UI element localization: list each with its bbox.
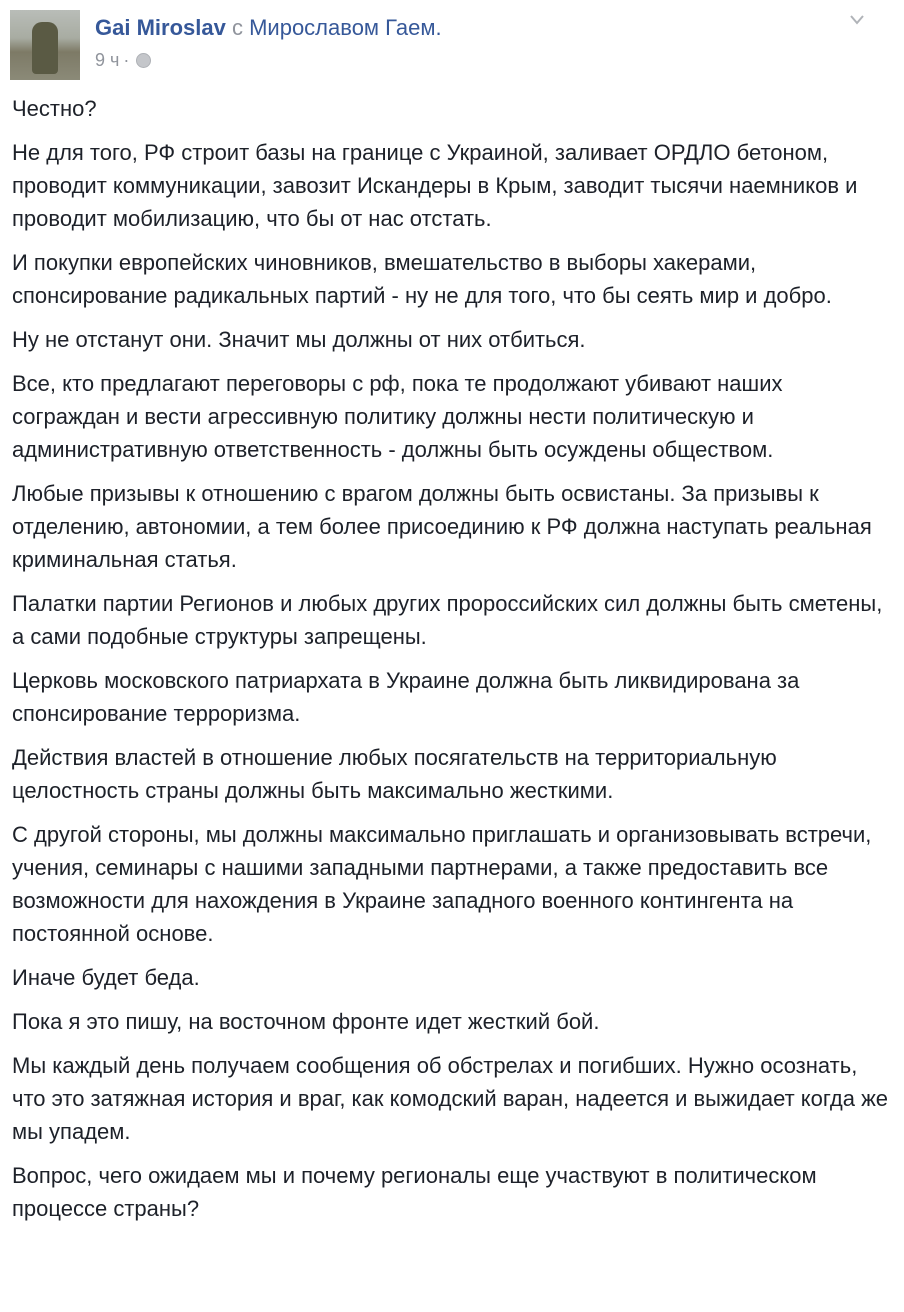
paragraph: Действия властей в отношение любых посягательств на территориальную целостность страны должны быть максимально жесткими.: [12, 745, 777, 803]
paragraph: Церковь московского патриархата в Украине должна быть ликвидирована за спонсирование терроризма.: [12, 668, 800, 726]
post-body: [0, 92, 904, 1225]
paragraph: Пока я это пишу, на восточном фронте идет жесткий бой.: [12, 1009, 600, 1034]
paragraph: И покупки европейских чиновников, вмешательство в выборы хакерами, спонсирование радикальных партий - ну не для того, что бы сеять мир и добро.: [12, 250, 832, 308]
timestamp[interactable]: 9 ч: [95, 50, 120, 70]
avatar[interactable]: [10, 10, 80, 80]
post-header: [0, 0, 904, 92]
paragraph: Не для того, РФ строит базы на границе с Украиной, заливает ОРДЛО бетоном, проводит коммуникации, завозит Искандеры в Крым, заводит тысячи наемников и проводит мобилизацию, что бы от нас отстать.: [12, 140, 858, 231]
chevron-down-icon[interactable]: [850, 12, 864, 26]
avatar-figure: [32, 22, 58, 74]
paragraph: Палатки партии Регионов и любых других пророссийских сил должны быть сметены, а сами подобные структуры запрещены.: [12, 591, 883, 649]
with-text: с: [231, 15, 243, 40]
paragraph: Мы каждый день получаем сообщения об обстрелах и погибших. Нужно осознать, что это затяжная история и враг, как комодский варан, надеется и выжидает когда же мы упадем.: [12, 1053, 889, 1144]
author-link[interactable]: Gai Miroslav: [95, 15, 226, 40]
paragraph: Иначе будет беда.: [12, 965, 200, 990]
tagged-user-link[interactable]: Мирославом Гаем.: [249, 15, 442, 40]
paragraph: Все, кто предлагают переговоры с рф, пока те продолжают убивают наших сограждан и вести агрессивную политику должны нести политическую и административную ответственность - должны быть осуждены обществом.: [12, 371, 783, 462]
paragraph: С другой стороны, мы должны максимально приглашать и организовывать встречи, учения, семинары с нашими западными партнерами, а также предоставить все возможности для нахождения в Украине западного военного контингента на постоянной основе.: [12, 822, 872, 946]
paragraph: Любые призывы к отношению с врагом должны быть освистаны. За призывы к отделению, автономии, а тем более присоединию к РФ должна наступать реальная криминальная статья.: [12, 481, 872, 572]
post-title: [95, 15, 442, 41]
paragraph: Честно?: [12, 96, 97, 121]
post-meta: [95, 50, 151, 71]
paragraph: Ну не отстанут они. Значит мы должны от них отбиться.: [12, 327, 586, 352]
globe-icon[interactable]: [136, 53, 151, 68]
paragraph: Вопрос, чего ожидаем мы и почему регионалы еще участвуют в политическом процессе страны?: [12, 1163, 817, 1221]
separator: ·: [123, 50, 130, 70]
